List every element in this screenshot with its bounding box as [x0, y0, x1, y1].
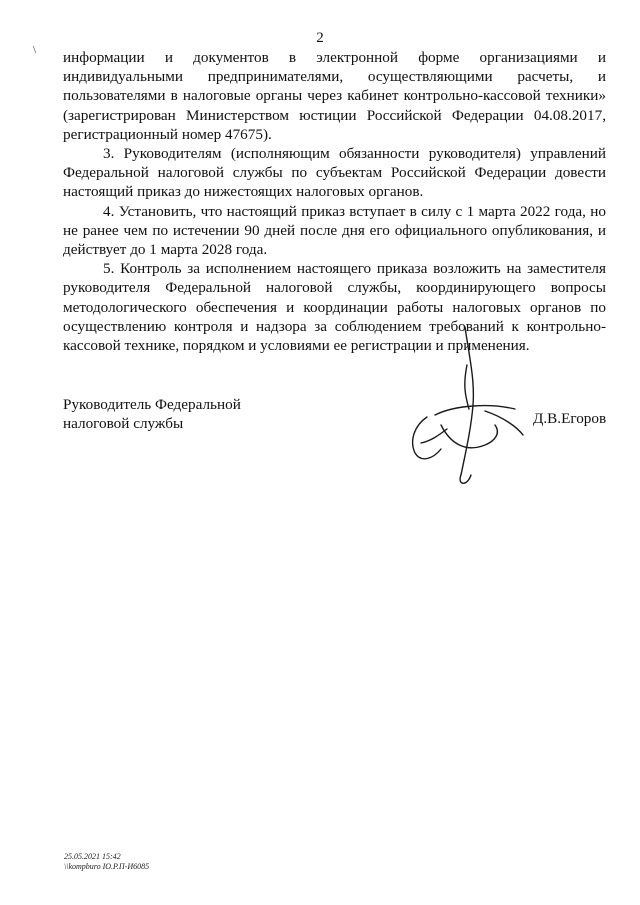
document-body [63, 48, 606, 355]
paragraph-continued: информации и документов в электронной форме организациями и индивидуальными предпринимателями, осуществляющими расчеты, и пользователями в налоговые органы через кабинет контрольно-кассовой техники» (зарегистрирован Министерством юстиции Российской Федерации 04.08.2017, регистрационный номер 47675). [63, 49, 606, 143]
signer-title-line-1: Руководитель Федеральной [63, 396, 241, 413]
page-number: 2 [316, 30, 324, 46]
footer-ref: \\kompburo IO.P.П-И6085 [64, 862, 150, 871]
footer-date: 25.05.2021 15:42 [64, 852, 121, 861]
paragraph-4: 4. Установить, что настоящий приказ вступает в силу с 1 марта 2022 года, но не ранее чем по истечении 90 дней после дня его официального опубликования, и действует до 1 марта 2028 года. [63, 202, 606, 259]
footer-stamp [64, 852, 149, 872]
corner-mark: \ [33, 44, 37, 56]
paragraph-5: 5. Контроль за исполнением настоящего приказа возложить на заместителя руководителя Федеральной налоговой службы, координирующего вопросы методологического обеспечения и координации работы налоговых органов по осуществлению контроля и надзора за соблюдением требований к контрольно-кассовой технике, порядком и условиями ее регистрации и применения. [63, 260, 606, 355]
signer-name: Д.В.Егоров [533, 410, 607, 427]
signer-title [63, 395, 241, 433]
paragraph-3: 3. Руководителям (исполняющим обязанности руководителя) управлений Федеральной налоговой службы по субъектам Российской Федерации довести настоящий приказ до нижестоящих налоговых органов. [63, 145, 606, 201]
handwritten-signature [395, 325, 545, 495]
signer-title-line-2: налоговой службы [63, 415, 184, 432]
